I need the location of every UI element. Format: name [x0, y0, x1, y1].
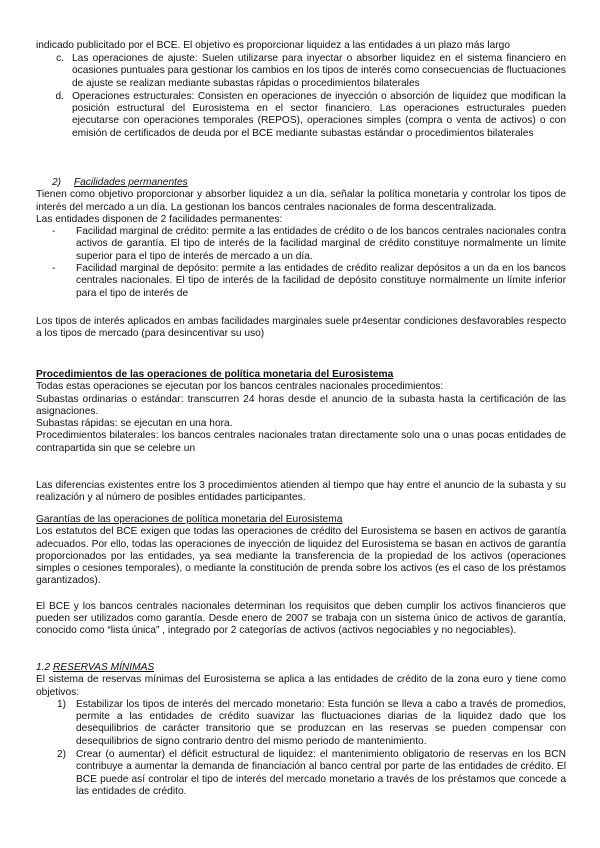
operations-list	[52, 53, 566, 140]
subastas-rapidas: Subastas rápidas: se ejecutan en una hora.	[36, 418, 233, 430]
procedimientos-heading: Procedimientos de las operaciones de política monetaria del Eurosistema	[36, 369, 394, 380]
facilidades-paragraph: Tienen como objetivo proporcionar y absorber liquidez a un día, señalar la política monetaria y controlar los tipos de interés del mercado a un día. La gestionan los bancos centrales nacionales de forma descentralizada.	[36, 189, 566, 213]
procedimientos-section	[36, 369, 566, 505]
garantias-section	[36, 514, 566, 638]
facilidades-number: 2)	[52, 177, 62, 188]
procedimientos-intro: Todas estas operaciones se ejecutan por los bancos centrales nacionales procedimientos:	[36, 381, 444, 393]
reservas-number: 1.2	[36, 662, 51, 673]
reservas-heading	[36, 662, 566, 674]
facilidades-section	[36, 177, 566, 341]
intro-line: indicado publicitado por el BCE. El objetivo es proporcionar liquidez a las entidades a un plazo más largo	[36, 40, 511, 51]
reservas-item-text: Crear (o aumentar) el déficit estructural de liquidez: el mantenimiento obligatorio de reservas en los BCN contribuye a aumentar la demanda de financiación al banco central por parte de las entidades de crédito. El BCE puede así controlar el tipo de interés del mercado monetario a través de los préstamos que concede a las entidades de crédito.	[76, 749, 566, 797]
reservas-intro: El sistema de reservas mínimas del Eurosistema se aplica a las entidades de crédito de la zona euro y tiene como objetivos:	[36, 674, 566, 698]
reservas-list	[52, 699, 566, 798]
list-item-c	[52, 53, 566, 90]
item-number: 2)	[56, 749, 66, 761]
facilidad-item	[52, 226, 566, 263]
reservas-section	[36, 662, 566, 798]
list-item-text: Operaciones estructurales: Consisten en operaciones de inyección o absorción de liquidez que modifican la posición estructural del Eurosistema en el sector financiero. Las operaciones estructurales pueden ejecutarse con operaciones temporales (REPOS), operaciones simples (compra o venta de activos) o con emisión de certificados de deuda por el BCE mediante subastas estándar o procedimientos bilaterales	[72, 90, 566, 139]
garantias-heading: Garantías de las operaciones de política monetaria del Eurosistema	[36, 514, 343, 525]
list-marker: d.	[55, 90, 64, 102]
garantias-para1: Los estatutos del BCE exigen que todas las operaciones de crédito del Eurosistema se basen en activos de garantía adecuados. Por ello, todas las operaciones de inyección de liquidez del Eurosistema se basan en activos de garantía proporcionados por las entidades, ya sea mediante la transferencia de la propiedad de los activos (operaciones simples o cesiones temporales), o mediante la constitución de prenda sobre los activos (es el caso de los préstamos garantizados).	[36, 526, 566, 587]
procedimientos-bilaterales: Procedimientos bilaterales: los bancos centrales nacionales tratan directamente solo una o unas pocas entidades de contrapartida sin que se celebre un	[36, 430, 566, 454]
facilidades-lead: Las entidades disponen de 2 facilidades permanentes:	[36, 213, 283, 225]
subastas-ordinarias: Subastas ordinarias o estándar: transcurren 24 horas desde el anuncio de la subasta hasta la certificación de las asignaciones.	[36, 393, 566, 417]
facilidad-text: Facilidad marginal de depósito: permite a las entidades de crédito realizar depósitos a un da en los bancos centrales nacionales. El tipo de interés de la facilidad de depósito constituye normalmente un límite inferior para el tipo de interés de	[76, 263, 566, 299]
dash-marker: -	[52, 263, 56, 275]
reservas-item	[52, 699, 566, 748]
list-item-d	[52, 91, 566, 140]
reservas-title: RESERVAS MÍNIMAS	[53, 662, 155, 673]
facilidad-item	[52, 263, 566, 300]
facilidades-heading	[52, 177, 566, 189]
reservas-item-text: Estabilizar los tipos de interés del mercado monetario: Esta función se lleva a cabo a través de promedios, permite a las entidades de crédito suavizar las fluctuaciones diarias de la liquidez dado que los desequilibrios de carácter transitorio que se produzcan en las reservas se pueden compensar con desequilibrios de signo contrario dentro del mismo periodo de mantenimiento.	[76, 698, 566, 747]
procedimientos-diferencias: Las diferencias existentes entre los 3 procedimientos atienden al tiempo que hay entre el anuncio de la subasta y su realización y al número de posibles entidades participantes.	[36, 480, 566, 504]
list-marker: c.	[56, 53, 64, 64]
facilidad-text: Facilidad marginal de crédito: permite a las entidades de crédito o de los bancos centrales nacionales contra activos de garantía. El tipo de interés de la facilidad marginal de crédito constituye normalmente un límite superior para el tipo de interés de mercado a un día.	[76, 226, 566, 262]
garantias-para2: El BCE y los bancos centrales nacionales determinan los requisitos que deben cumplir los activos financieros que pueden ser utilizados como garantía. Desde enero de 2007 se trabaja con un sistema único de activos de garantía, conocido como “lista única” , integrado por 2 categorías de activos (activos negociables y no negociables).	[36, 600, 566, 637]
facilidades-closing: Los tipos de interés aplicados en ambas facilidades marginales suele pr4esentar condiciones desfavorables respecto a los tipos de mercado (para desincentivar su uso)	[36, 315, 566, 340]
list-item-text: Las operaciones de ajuste: Suelen utilizarse para inyectar o absorber liquidez en el sistema financiero en ocasiones puntuales para gestionar los cambios en los tipos de interés como consecuencias de fluctuaciones de ajuste se realizan mediante subastas rápidas o procedimientos bilaterales	[72, 53, 566, 89]
reservas-item	[52, 749, 566, 798]
dash-marker: -	[52, 226, 56, 238]
item-number: 1)	[56, 698, 66, 710]
facilidades-list	[52, 226, 566, 300]
facilidades-title: Facilidades permanentes	[73, 177, 188, 188]
